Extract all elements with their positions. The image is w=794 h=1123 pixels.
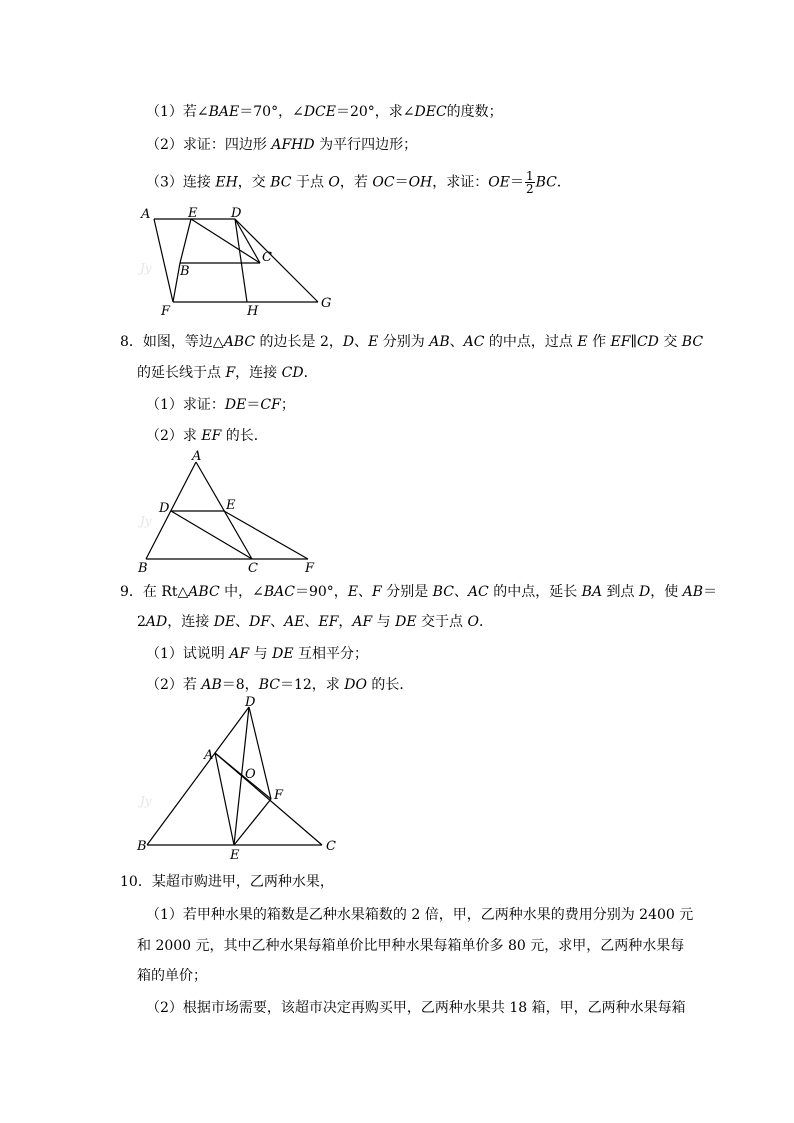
q9-part2: （2）若 AB＝8，BC＝12，求 DO 的长． bbox=[146, 677, 414, 693]
q10-part1-line3: 箱的单价； bbox=[137, 968, 207, 984]
q10-stem: 10．某超市购进甲，乙两种水果， bbox=[120, 874, 334, 890]
fig8-label-d: D bbox=[159, 501, 170, 516]
q8-stem-line2: 的延长线于点 F，连接 CD． bbox=[137, 365, 318, 381]
q9-stem-line1: 9．在 Rt△ABC 中，∠BAC＝90°，E、F 分别是 BC、AC 的中点，延长 BA 到点 D，使 AB＝ bbox=[120, 584, 718, 600]
q8-part2: （2）求 EF 的长． bbox=[146, 428, 268, 444]
fig8-label-c: C bbox=[248, 561, 258, 575]
q8-part1: （1）求证：DE＝CF； bbox=[146, 397, 295, 413]
fig7-label-f: F bbox=[161, 304, 171, 319]
watermark: Jy bbox=[140, 261, 152, 275]
fig8-label-a: A bbox=[192, 449, 202, 464]
fig9-label-b: B bbox=[137, 839, 147, 854]
q9-stem-line2: 2AD，连接 DE、DF、AE、EF，AF 与 DE 交于点 O． bbox=[137, 614, 493, 630]
watermark: Jy bbox=[140, 514, 152, 528]
q10-part2-line1: （2）根据市场需要，该超市决定再购买甲，乙两种水果共 18 箱，甲，乙两种水果每箱 bbox=[146, 1000, 686, 1016]
fig9-label-f: F bbox=[274, 788, 284, 803]
q8-stem-line1: 8．如图，等边△ABC 的边长是 2，D、E 分别为 AB、AC 的中点，过点 E 作 EF∥CD 交 BC bbox=[120, 334, 704, 350]
fig7-label-d: D bbox=[231, 206, 242, 221]
fig7-label-g: G bbox=[321, 296, 332, 311]
watermark: Jy bbox=[140, 794, 152, 808]
fig7-label-h: H bbox=[247, 304, 259, 319]
q7-part2: （2）求证：四边形 AFHD 为平行四边形； bbox=[146, 137, 418, 153]
one-half-fraction: $\frac{1}{2}$ bbox=[525, 169, 534, 196]
fig9-label-e: E bbox=[230, 848, 240, 863]
q7-figure bbox=[130, 200, 350, 320]
fig7-label-a: A bbox=[141, 207, 151, 222]
fig9-label-c: C bbox=[326, 839, 336, 854]
fig8-label-e: E bbox=[226, 498, 236, 513]
q9-part1: （1）试说明 AF 与 DE 互相平分； bbox=[146, 646, 368, 662]
fig8-label-f: F bbox=[305, 561, 315, 575]
fig7-label-e: E bbox=[188, 206, 198, 221]
fig9-label-a: A bbox=[204, 748, 214, 763]
q8-figure bbox=[130, 445, 330, 575]
q7-part1: （1）若∠BAE＝70°，∠DCE＝20°，求∠DEC的度数； bbox=[146, 104, 503, 120]
fig9-label-d: D bbox=[245, 695, 256, 710]
fig7-label-c: C bbox=[262, 250, 272, 265]
fig8-label-b: B bbox=[138, 561, 148, 575]
q10-part1-line2: 和 2000 元，其中乙种水果每箱单价比甲种水果每箱单价多 80 元，求甲，乙两种水果每 bbox=[137, 938, 685, 954]
fig9-label-o: O bbox=[245, 767, 256, 782]
fig7-label-b: B bbox=[180, 264, 190, 279]
q10-part1-line1: （1）若甲种水果的箱数是乙种水果箱数的 2 倍，甲，乙两种水果的费用分别为 2400 元 bbox=[146, 907, 694, 923]
q9-figure bbox=[130, 695, 350, 865]
q7-part3: （3）连接 EH，交 BC 于点 O，若 OC＝OH，求证：OE＝ $\frac{1}{2}$ BC． bbox=[146, 169, 571, 196]
